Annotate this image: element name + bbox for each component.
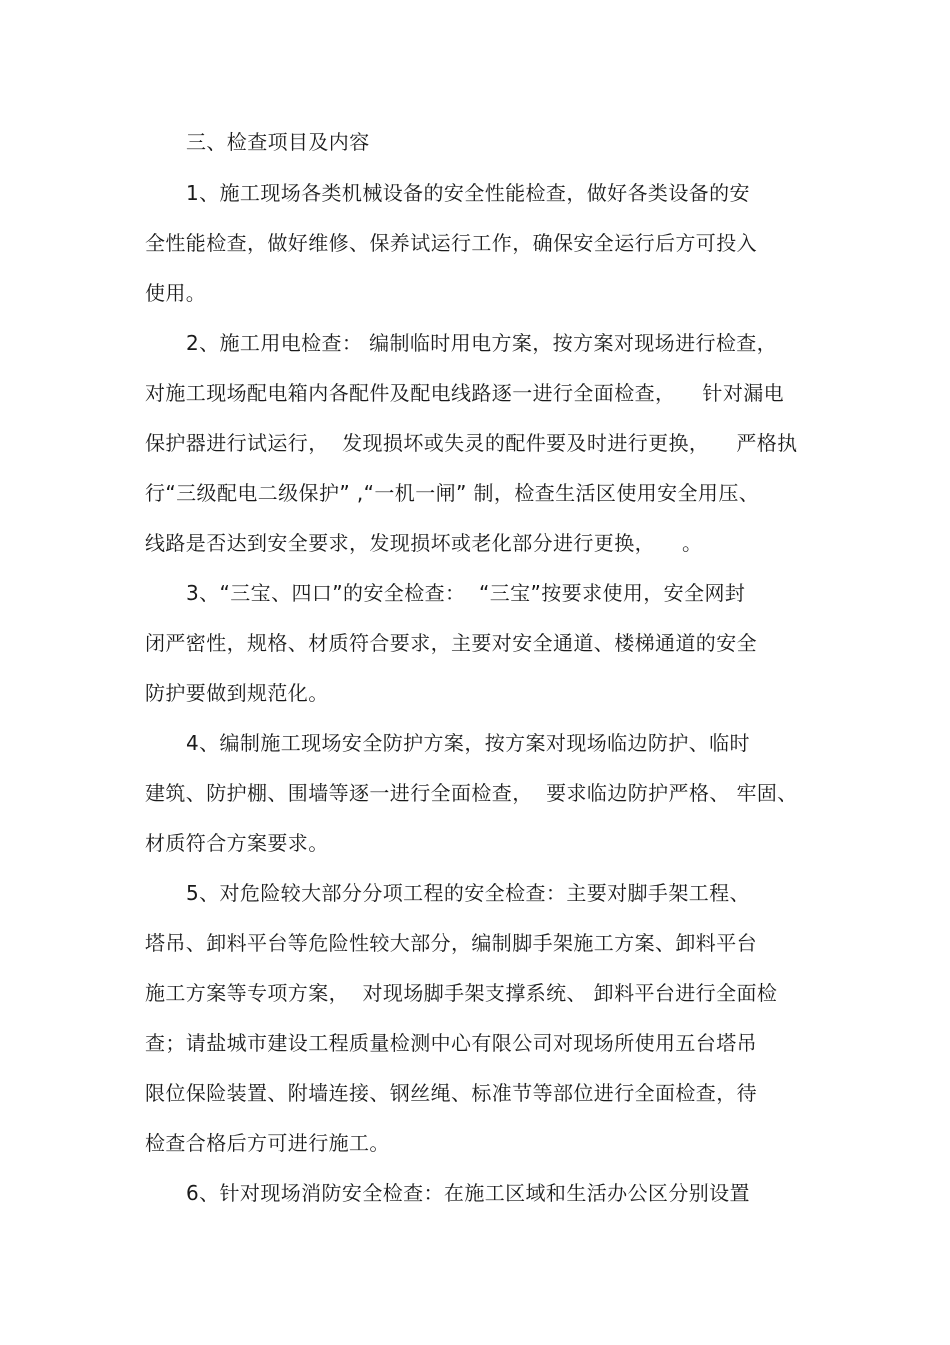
paragraph-3-line-1: 3、“三宝、四口”的安全检查： “三宝”按要求使用，安全网封	[186, 581, 746, 605]
paragraph-2-line-2: 对施工现场配电箱内各配件及配电线路逐一进行全面检查， 针对漏电	[145, 381, 785, 405]
paragraph-5-line-4: 查；请盐城市建设工程质量检测中心有限公司对现场所使用五台塔吊	[145, 1031, 757, 1055]
paragraph-1-line-1: 1、施工现场各类机械设备的安全性能检查，做好各类设备的安	[186, 181, 750, 205]
paragraph-3-line-2: 闭严密性，规格、材质符合要求，主要对安全通道、楼梯通道的安全	[145, 631, 757, 655]
paragraph-2-line-4: 行“三级配电二级保护” ,“一机一闸” 制，检查生活区使用安全用压、	[145, 481, 760, 505]
section-heading: 三、检查项目及内容	[186, 130, 370, 154]
paragraph-1-line-2: 全性能检查，做好维修、保养试运行工作，确保安全运行后方可投入	[145, 231, 757, 255]
paragraph-5-line-5: 限位保险装置、附墙连接、钢丝绳、标准节等部位进行全面检查，待	[145, 1081, 757, 1105]
paragraph-1-line-3: 使用。	[145, 281, 207, 305]
paragraph-4-line-3: 材质符合方案要求。	[145, 831, 329, 855]
paragraph-5-line-1: 5、对危险较大部分分项工程的安全检查：主要对脚手架工程、	[186, 881, 750, 905]
paragraph-4-line-1: 4、编制施工现场安全防护方案，按方案对现场临边防护、临时	[186, 731, 750, 755]
paragraph-2-line-3: 保护器进行试运行， 发现损坏或失灵的配件要及时进行更换， 严格执	[145, 431, 798, 455]
paragraph-5-line-3: 施工方案等专项方案， 对现场脚手架支撑系统、 卸料平台进行全面检	[145, 981, 778, 1005]
paragraph-6-line-1: 6、针对现场消防安全检查：在施工区域和生活办公区分别设置	[186, 1181, 750, 1205]
paragraph-4-line-2: 建筑、防护棚、围墙等逐一进行全面检查， 要求临边防护严格、 牢固、	[145, 781, 798, 805]
paragraph-5-line-6: 检查合格后方可进行施工。	[145, 1131, 390, 1155]
paragraph-2-line-5: 线路是否达到安全要求，发现损坏或老化部分进行更换， 。	[145, 531, 703, 555]
paragraph-5-line-2: 塔吊、卸料平台等危险性较大部分，编制脚手架施工方案、卸料平台	[145, 931, 757, 955]
paragraph-2-line-1: 2、施工用电检查： 编制临时用电方案，按方案对现场进行检查，	[186, 331, 778, 355]
paragraph-3-line-3: 防护要做到规范化。	[145, 681, 329, 705]
